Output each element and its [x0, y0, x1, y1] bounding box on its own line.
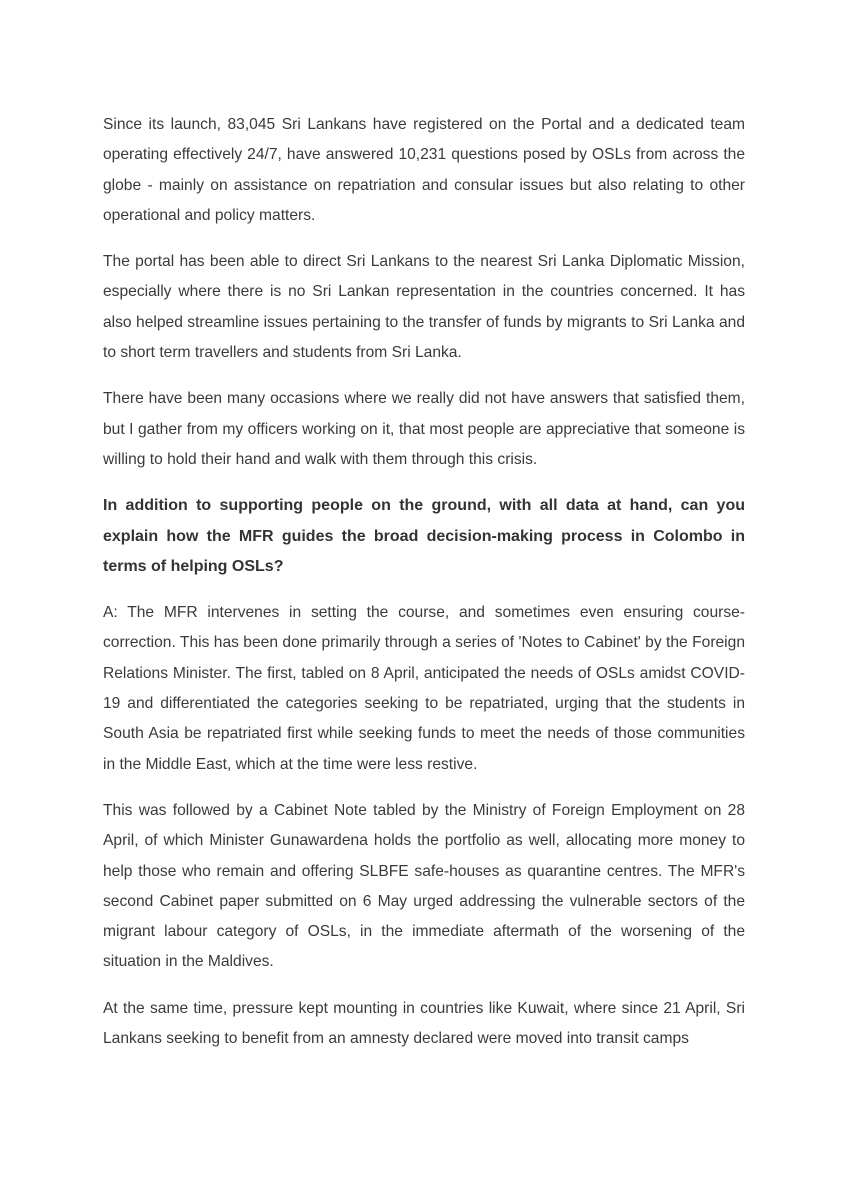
paragraph-portal-direction: The portal has been able to direct Sri Lankans to the nearest Sri Lanka Diplomatic Mission, especially where there is no Sri Lankan representation in the countries concerned. It has also helped streamline issues pertaining to the transfer of funds by migrants to Sri Lanka and to short term travellers and students from Sri Lanka.	[103, 253, 745, 362]
interview-question: In addition to supporting people on the ground, with all data at hand, can you explain how the MFR guides the broad decision-making process in Colombo in terms of helping OSLs?	[103, 497, 745, 575]
answer-paragraph-notes-to-cabinet: A: The MFR intervenes in setting the course, and sometimes even ensuring course-correction. This has been done primarily through a series of 'Notes to Cabinet' by the Foreign Relations Minister. The first, tabled on 8 April, anticipated the needs of OSLs amidst COVID-19 and differentiated the categories seeking to be repatriated, urging that the students in South Asia be repatriated first while seeking funds to meet the needs of those communities in the Middle East, which at the time were less restive.	[103, 604, 745, 773]
paragraph-cabinet-note: This was followed by a Cabinet Note tabled by the Ministry of Foreign Employment on 28 April, of which Minister Gunawardena holds the portfolio as well, allocating more money to help those who remain and offering SLBFE safe-houses as quarantine centres. The MFR's second Cabinet paper submitted on 6 May urged addressing the vulnerable sectors of the migrant labour category of OSLs, in the immediate aftermath of the worsening of the situation in the Maldives.	[103, 801, 745, 971]
paragraph-kuwait: At the same time, pressure kept mounting in countries like Kuwait, where since 21 April, Sri Lankans seeking to benefit from an amnesty declared were moved into transit camps	[103, 999, 745, 1048]
paragraph-portal-registrations: Since its launch, 83,045 Sri Lankans have registered on the Portal and a dedicated team operating effectively 24/7, have answered 10,231 questions posed by OSLs from across the globe - mainly on assistance on repatriation and consular issues but also relating to other operational and policy matters.	[103, 116, 745, 224]
paragraph-appreciation: There have been many occasions where we really did not have answers that satisfied them, but I gather from my officers working on it, that most people are appreciative that someone is willing to hold their hand and walk with them through this crisis.	[103, 390, 745, 468]
document-body	[103, 110, 745, 1070]
